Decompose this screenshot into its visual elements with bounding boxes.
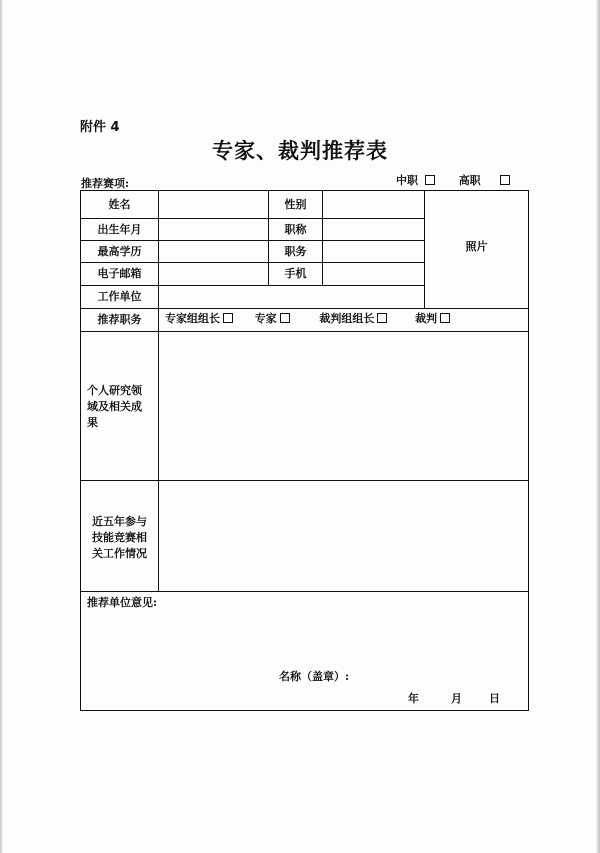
level-options [396,172,514,188]
mobile-label: 手机 [284,267,307,280]
email-label: 电子邮箱 [97,267,142,280]
document-title: 专家、裁判推荐表 [212,138,388,163]
research-field[interactable] [159,332,528,480]
date-month-label: 月 [451,692,462,705]
workplace-label: 工作单位 [97,290,142,303]
role-referee-label: 裁判 [415,312,438,325]
photo-label: 照片 [465,240,488,253]
research-label-line: 个人研究领 [87,384,142,397]
role-referee-leader-label: 裁判组组长 [319,312,375,325]
role-expert-label: 专家 [254,312,277,325]
role-expert-leader-checkbox[interactable] [223,313,233,323]
education-label: 最高学历 [97,245,142,258]
level-higher-label: 高职 [458,174,481,187]
competition-label-line: 关工作情况 [92,547,147,560]
birth-field[interactable] [159,219,268,240]
opinion-label: 推荐单位意见: [87,596,158,609]
education-field[interactable] [159,241,268,262]
row-divider [81,308,528,309]
seal-label: 名称（盖章）: [279,670,350,683]
role-label: 推荐职务 [97,313,142,326]
date-year-label: 年 [408,692,419,705]
research-label-line: 果 [87,416,98,429]
role-referee-leader-checkbox[interactable] [377,313,387,323]
role-options [165,311,525,326]
birth-label: 出生年月 [97,223,142,236]
workplace-field[interactable] [159,286,424,308]
competition-field[interactable] [159,481,528,591]
competition-label-line: 近五年参与 [92,515,147,528]
name-label: 姓名 [108,198,131,211]
role-expert-leader-label: 专家组组长 [165,312,220,325]
gender-field[interactable] [323,191,424,218]
level-secondary-checkbox[interactable] [425,175,435,185]
scan-edge-right [596,0,600,853]
gender-label: 性别 [284,198,307,211]
position-field[interactable] [323,241,424,262]
opinion-field[interactable] [81,611,528,671]
role-expert-checkbox[interactable] [280,313,290,323]
recommended-event-label: 推荐赛项: [81,177,130,190]
recommendation-form [80,190,529,711]
level-higher-checkbox[interactable] [500,175,510,185]
research-label-line: 域及相关成 [87,400,142,413]
name-field[interactable] [159,191,268,218]
level-secondary-label: 中职 [396,174,418,187]
title-label: 职称 [284,223,307,236]
row-divider [81,591,528,592]
title-field[interactable] [323,219,424,240]
scan-edge-left [0,0,3,853]
research-label [87,383,155,431]
date-day-label: 日 [489,692,500,705]
attachment-label: 附件 4 [80,120,120,135]
email-field[interactable] [159,263,268,285]
competition-label-line: 技能竞赛相 [92,531,147,544]
role-referee-checkbox[interactable] [440,313,450,323]
position-label: 职务 [284,245,307,258]
mobile-field[interactable] [323,263,424,285]
competition-label [81,514,158,562]
